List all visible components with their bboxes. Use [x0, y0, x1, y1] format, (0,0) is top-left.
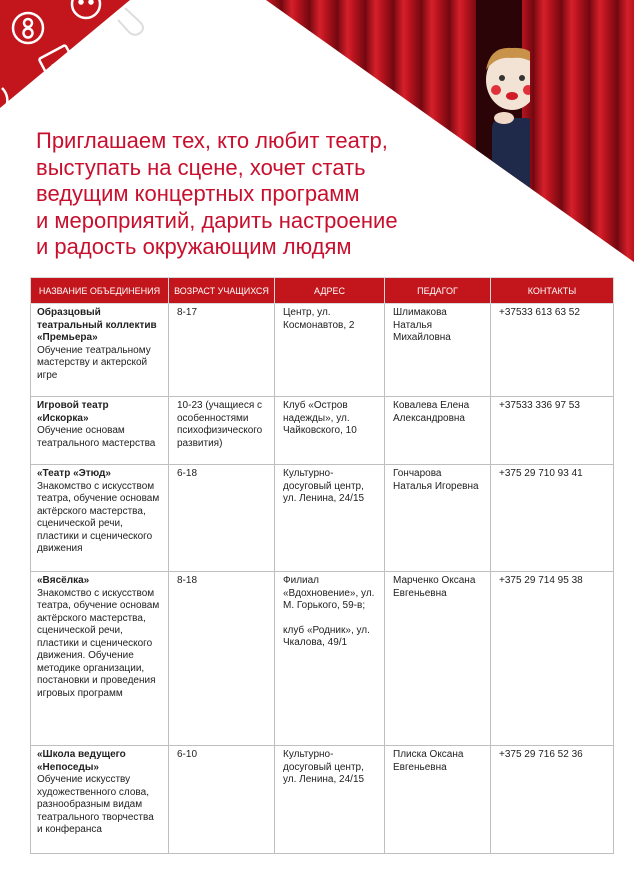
cell-address: Клуб «Остров надежды», ул. Чайковского, 10: [275, 397, 385, 465]
header-age: ВОЗРАСТ УЧАЩИХСЯ: [169, 278, 275, 304]
table-row: [31, 746, 614, 854]
table-row: [31, 397, 614, 465]
headline-line: и мероприятий, дарить настроение: [36, 207, 398, 233]
paper-clip-icon: [118, 8, 143, 35]
cell-contact: +37533 336 97 53: [491, 397, 614, 465]
cell-teacher: Гончарова Наталья Игоревна: [385, 465, 491, 572]
association-description: Знакомство с искусством театра, обучение основам актёрского мастерства, сценической речи, пластики и сценического движения. Обучение методике организации, постановки и проведения игровых программ: [37, 587, 160, 699]
association-description: Обучение искусству художественного слова, разнообразным видам театрального творчества и конферанса: [37, 774, 154, 835]
headline-line: выступать на сцене, хочет стать: [36, 154, 366, 180]
headline-line: ведущим концертных программ: [36, 181, 360, 206]
pencil-icon: [84, 28, 136, 70]
cell-address: Центр, ул. Космонавтов, 2: [275, 304, 385, 397]
headline-line: Приглашаем тех, кто любит театр,: [36, 128, 388, 153]
address-line: Филиал «Вдохновение», ул. М. Горького, 59-в;: [283, 575, 375, 611]
cell-age: 6-10: [169, 746, 275, 854]
cell-teacher: Ковалева Елена Александровна: [385, 397, 491, 465]
association-title: Игровой театр «Искорка»: [37, 400, 109, 424]
association-description: Обучение театральному мастерству и актерской игре: [37, 344, 151, 381]
header-address: АДРЕС: [275, 278, 385, 304]
cell-contact: +375 29 710 93 41: [491, 465, 614, 572]
cell-age: 8-17: [169, 304, 275, 397]
cell-name: [31, 572, 169, 746]
association-description: Обучение основам театрального мастерства: [37, 425, 156, 449]
table-row: [31, 572, 614, 746]
table-row: [31, 304, 614, 397]
cell-address: Культурно-досуговый центр, ул. Ленина, 24/15: [275, 746, 385, 854]
cell-contact: +375 29 716 52 36: [491, 746, 614, 854]
cell-name: [31, 465, 169, 572]
cell-name: [31, 746, 169, 854]
table-header-row: [31, 278, 614, 304]
cell-teacher: Шлимакова Наталья Михайловна: [385, 304, 491, 397]
headline-line: и радость окружающим людям: [36, 234, 352, 259]
associations-table-wrap: [30, 277, 613, 854]
cell-teacher: Марченко Оксана Евгеньевна: [385, 572, 491, 746]
cell-address: [275, 572, 385, 746]
cell-age: 10-23 (учащиеся с особенностями психофизического развития): [169, 397, 275, 465]
header-teacher: ПЕДАГОГ: [385, 278, 491, 304]
headline: [36, 128, 466, 261]
association-title: «Вясёлка»: [37, 575, 90, 586]
cell-name: [31, 397, 169, 465]
cell-address: Культурно-досуговый центр, ул. Ленина, 24/15: [275, 465, 385, 572]
header-name: НАЗВАНИЕ ОБЪЕДИНЕНИЯ: [31, 278, 169, 304]
corner-decoration: [0, 0, 160, 120]
cell-age: 6-18: [169, 465, 275, 572]
cell-age: 8-18: [169, 572, 275, 746]
address-line: клуб «Родник», ул. Чкалова, 49/1: [283, 624, 370, 648]
associations-table: [30, 277, 614, 854]
association-title: «Театр «Этюд»: [37, 468, 111, 479]
cell-contact: +37533 613 63 52: [491, 304, 614, 397]
cell-name: [31, 304, 169, 397]
association-title: «Школа ведущего «Непоседы»: [37, 749, 126, 773]
header-contacts: КОНТАКТЫ: [491, 278, 614, 304]
cell-teacher: Плиска Оксана Евгеньевна: [385, 746, 491, 854]
association-title: Образцовый театральный коллектив «Премьера»: [37, 307, 157, 343]
association-description: Знакомство с искусством театра, обучение основам актёрского мастерства, сценической речи, пластики и сценического движения: [37, 480, 160, 554]
cell-contact: +375 29 714 95 38: [491, 572, 614, 746]
table-row: [31, 465, 614, 572]
